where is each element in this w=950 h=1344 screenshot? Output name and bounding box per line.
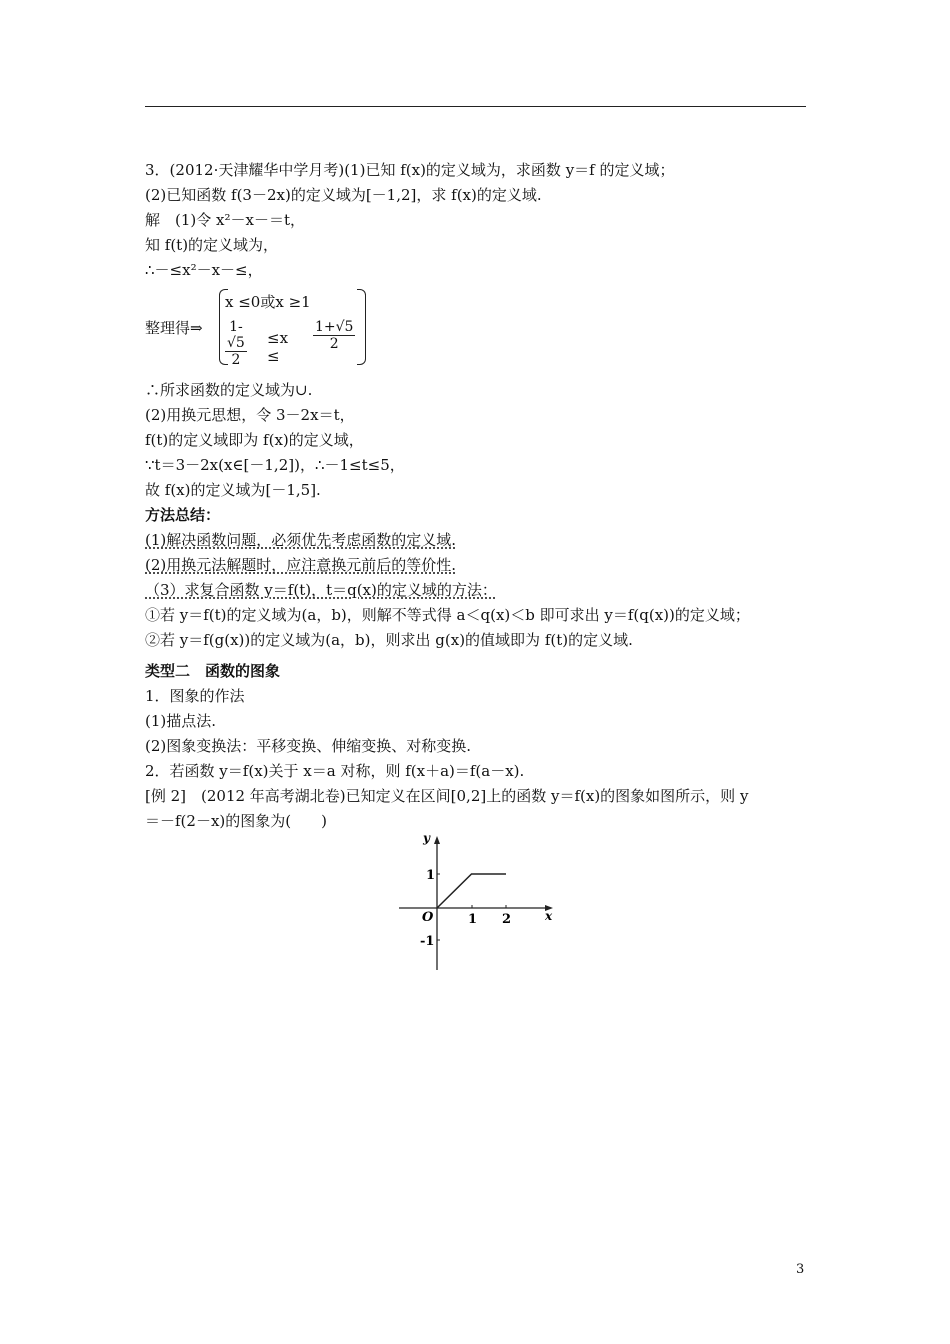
solution-line-7: ∵t＝3－2x(x∈[－1,2])，∴－1≤t≤5， [145,456,405,474]
method-item-1: (1)解决函数问题，必须优先考虑函数的定义域. [145,531,457,549]
solution-line-5: (2)用换元思想，令 3－2x＝t， [145,406,355,424]
method-item-3: （3）求复合函数 y＝f(t)，t＝q(x)的定义域的方法： [145,581,497,599]
example-2-line-1: [例 2] (2012 年高考湖北卷)已知定义在区间[0,2]上的函数 y＝f(x)的图象如图所示，则 y [145,787,749,805]
system-row-1: x ≤0或x ≥1 [225,293,311,311]
solution-line-4: ∴所求函数的定义域为∪. [145,381,313,399]
y-axis-label: y [423,831,430,845]
right-brace [357,289,366,365]
type2-line-2: (1)描点法. [145,712,217,730]
method-item-2: (2)用换元法解题时，应注意换元前后的等价性. [145,556,457,574]
function-graph [395,828,560,973]
x-axis-label: x [545,909,553,923]
section-title-type-2: 类型二 函数的图象 [145,662,281,680]
method-item-4: ①若 y＝f(t)的定义域为(a，b)，则解不等式得 a＜q(x)＜b 即可求出 y＝f(q(x))的定义域； [145,606,750,624]
system-mid: ≤x ≤ [267,329,289,365]
method-summary-title: 方法总结： [145,506,221,524]
x-tick-1: 1 [468,912,478,927]
page-number: 3 [796,1262,805,1277]
solution-line-3: ∴－≤x²－x－≤， [145,261,263,279]
y-tick-1: 1 [426,868,436,883]
solution-line-2: 知 f(t)的定义域为， [145,236,279,254]
y-tick-minus-1: -1 [420,934,435,949]
x-tick-2: 2 [502,912,512,927]
fraction-left: $\frac{1-√5}{2}$ [227,319,245,368]
solution-line-8: 故 f(x)的定义域为[－1,5]. [145,481,321,499]
function-curve [437,874,506,908]
system-label: 整理得⇒ [145,319,203,337]
solution-line-1: 解 (1)令 x²－x－＝t， [145,211,305,229]
method-item-5: ②若 y＝f(g(x))的定义域为(a，b)，则求出 g(x)的值域即为 f(t)的定义域. [145,631,633,649]
y-axis-arrow [434,836,440,844]
type2-line-3: (2)图象变换法：平移变换、伸缩变换、对称变换. [145,737,472,755]
problem-3-line-1: 3．(2012·天津耀华中学月考)(1)已知 f(x)的定义域为，求函数 y＝f 的定义域； [145,161,675,179]
type2-line-4: 2．若函数 y＝f(x)关于 x＝a 对称，则 f(x＋a)＝f(a－x). [145,762,525,780]
problem-3-line-2: (2)已知函数 f(3－2x)的定义域为[－1,2]，求 f(x)的定义域. [145,186,542,204]
header-rule [145,106,806,107]
fraction-right: $\frac{1+√5}{2}$ [315,319,354,352]
type2-line-1: 1．图象的作法 [145,687,245,705]
origin-label: O [422,910,434,925]
solution-line-6: f(t)的定义域即为 f(x)的定义域， [145,431,364,449]
example-2-line-2: ＝－f(2－x)的图象为( ) [145,812,327,830]
